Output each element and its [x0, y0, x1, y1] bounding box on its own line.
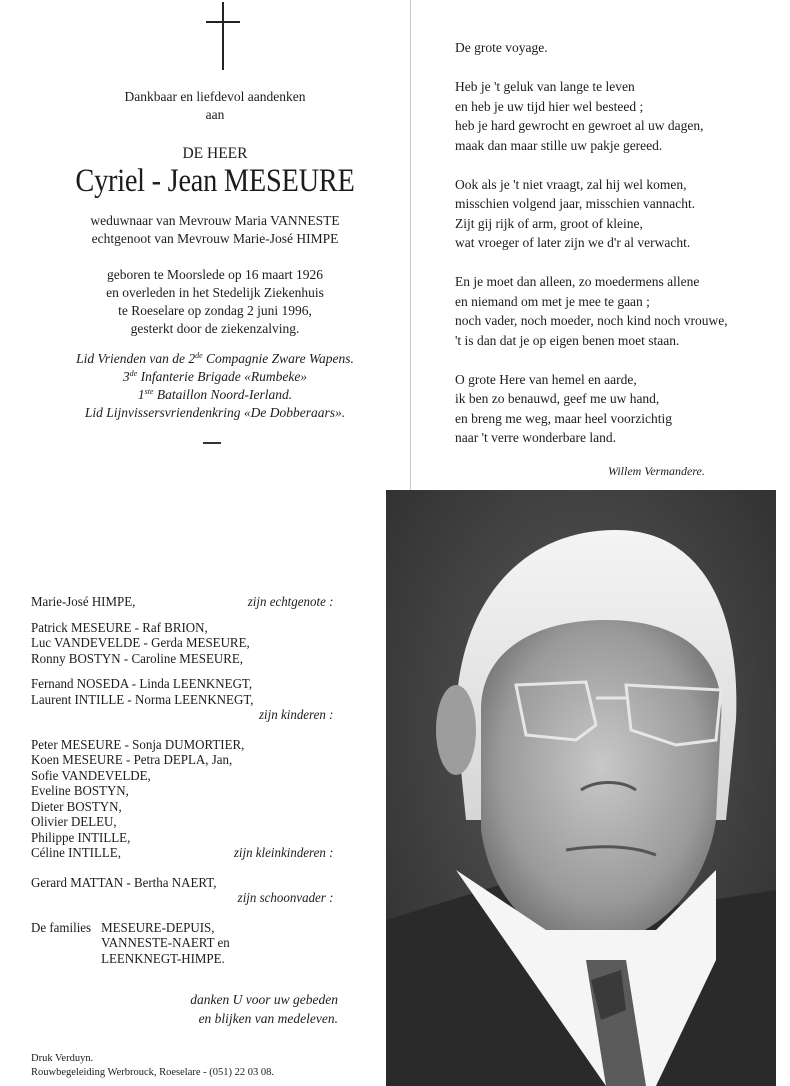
membership-line: 1ste Bataillon Noord-Ierland.	[137, 387, 293, 402]
poem-stanza: Ook als je 't niet vraagt, zal hij wel komen, misschien volgend jaar, misschien vannacht. Zijt gij rijk of arm, groot of kleine, wat vroeger of later zijn we d'r al verwacht.	[455, 176, 696, 250]
life-line: gesterkt door de ziekenzalving.	[130, 321, 300, 336]
poem-stanza: Heb je 't geluk van lange te leven en heb je uw tijd hier wel besteed ; heb je hard gewrocht en gewroet al uw dagen, maak dan maar stille uw pakje gereed.	[455, 79, 704, 153]
role-label: zijn kleinkinderen :	[233, 845, 334, 860]
life-dates	[0, 266, 430, 338]
poem-stanza: En je moet dan alleen, zo moedermens allene en niemand om met je mee te gaan ; noch vader, noch moeder, noch kind noch vrouwe, 't is dan dat je op eigen benen moet staan.	[455, 274, 728, 348]
dedication	[0, 88, 430, 124]
life-line: en overleden in het Stedelijk Ziekenhuis	[106, 285, 324, 300]
life-line: te Roeselare op zondag 2 juni 1996,	[118, 303, 312, 318]
spouse-name: Marie-José HIMPE,	[31, 594, 136, 609]
dedication-line: aan	[205, 107, 225, 122]
children-group-a: Patrick MESEURE - Raf BRION, Luc VANDEVELDE - Gerda MESEURE, Ronny BOSTYN - Caroline MESEURE,	[31, 619, 250, 666]
cross-icon	[206, 2, 240, 70]
role-label: zijn kinderen :	[259, 707, 334, 722]
poem	[455, 38, 728, 467]
memberships	[0, 350, 430, 422]
relation-line: echtgenoot van Mevrouw Marie-José HIMPE	[91, 231, 339, 246]
life-line: geboren te Moorslede op 16 maart 1926	[107, 267, 323, 282]
family-list	[31, 594, 333, 966]
membership-line: Lid Lijnvissersvriendenkring «De Dobberaars».	[84, 405, 346, 420]
relation-line: weduwnaar van Mevrouw Maria VANNESTE	[90, 213, 340, 228]
dedication-line: Dankbaar en liefdevol aandenken	[124, 89, 306, 104]
deceased-name: Cyriel - Jean MESEURE	[75, 163, 355, 199]
grandchildren-group: Peter MESEURE - Sonja DUMORTIER, Koen MESEURE - Petra DEPLA, Jan, Sofie VANDEVELDE, Eveline BOSTYN, Dieter BOSTYN, Olivier DELEU, Philippe INTILLE, Céline INTILLE, zijn kleinkinderen :	[31, 736, 334, 860]
membership-line: Lid Vrienden van de 2de Compagnie Zware Wapens.	[76, 351, 354, 366]
printer-info: Druk Verduyn. Rouwbegeleiding Werbrouck, Roeselare - (051) 22 03 08.	[31, 1053, 275, 1078]
families-group: De families MESEURE-DEPUIS, VANNESTE-NAERT en LEENKNEGT-HIMPE.	[31, 919, 230, 966]
poem-author: Willem Vermandere.	[608, 464, 705, 478]
honorific: DE HEER	[182, 145, 248, 162]
role-label: zijn schoonvader :	[237, 890, 334, 905]
poem-title: De grote voyage.	[455, 40, 548, 55]
role-label: zijn echtgenote :	[247, 594, 334, 609]
spouse-row	[31, 594, 333, 610]
membership-line: 3de Infanterie Brigade «Rumbeke»	[122, 369, 308, 384]
portrait-photo	[386, 490, 776, 1086]
separator-dash	[203, 442, 221, 444]
relations	[0, 212, 430, 248]
children-group-b: Fernand NOSEDA - Linda LEENKNEGT, Laurent INTILLE - Norma LEENKNEGT, zijn kinderen :	[31, 676, 334, 722]
poem-stanza: O grote Here van hemel en aarde, ik ben zo benauwd, geef me uw hand, en breng me weg, maar heel voorzichtig naar 't verre wonderbare land.	[455, 371, 673, 445]
father-in-law-group: Gerard MATTAN - Bertha NAERT, zijn schoonvader :	[31, 874, 334, 905]
thanks-text: danken U voor uw gebeden en blijken van medeleven.	[190, 992, 338, 1026]
